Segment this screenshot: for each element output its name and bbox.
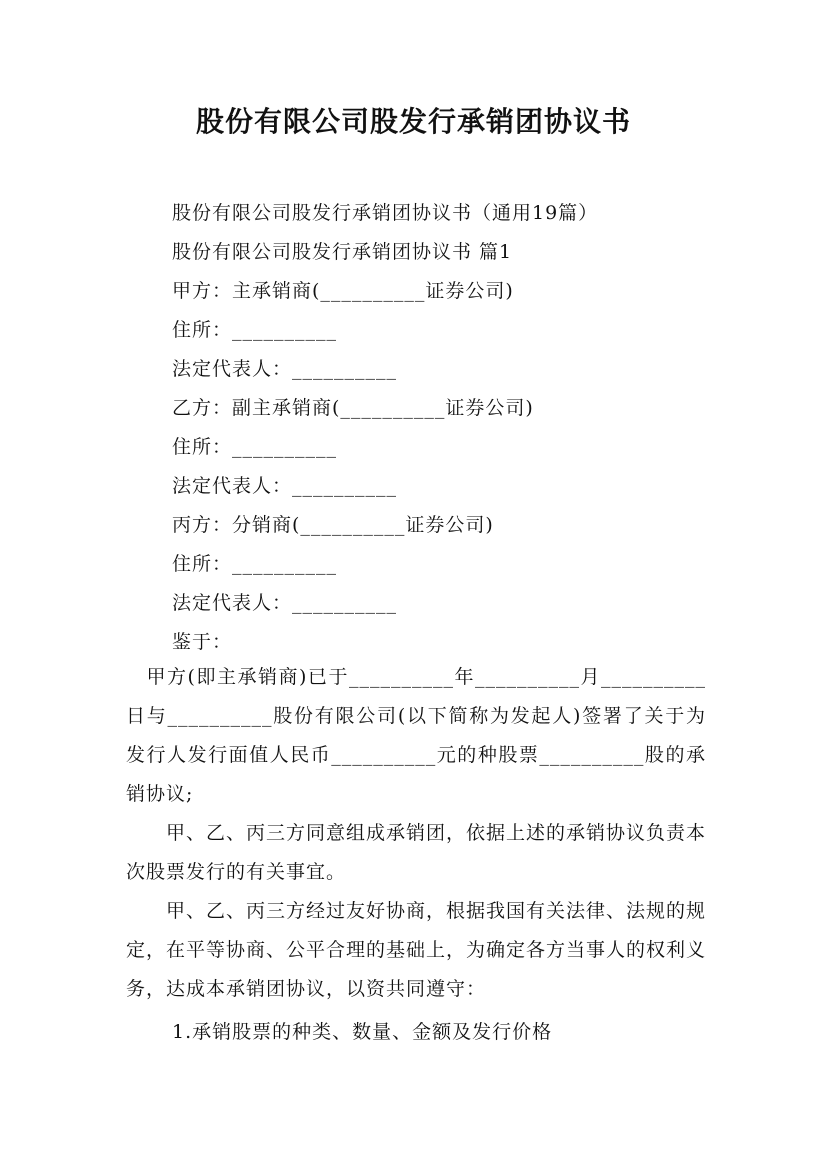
party-b-address: 住所：__________ <box>172 436 338 458</box>
party-a-representative: 法定代表人：__________ <box>172 358 398 380</box>
party-b-representative: 法定代表人：__________ <box>172 475 398 497</box>
subtitle-line: 股份有限公司股发行承销团协议书（通用19篇） <box>172 202 599 224</box>
document-title: 股份有限公司股发行承销团协议书 <box>195 105 631 138</box>
section-heading: 1.承销股票的种类、数量、金额及发行价格 <box>172 1021 553 1043</box>
negotiation-paragraph: 甲、乙、丙三方经过友好协商，根据我国有关法律、法规的规定，在平等协商、公平合理的基础上，为确定各方当事人的权利义务，达成本承销团协议，以资共同遵守： <box>126 900 707 1000</box>
party-c-address: 住所：__________ <box>172 553 338 575</box>
party-c-representative: 法定代表人：__________ <box>172 592 398 614</box>
agreement-paragraph: 甲、乙、丙三方同意组成承销团，依据上述的承销协议负责本次股票发行的有关事宜。 <box>126 822 707 883</box>
party-a-address: 住所：__________ <box>172 319 338 341</box>
chapter-heading: 股份有限公司股发行承销团协议书 篇1 <box>172 241 513 263</box>
whereas-paragraph: 甲方(即主承销商)已于__________年__________月__________日与__________股份有限公司(以下简称为发起人)签署了关于为发行人发行面值人民币__________元的种股票__________股的承销协议; <box>126 666 706 805</box>
party-b-line: 乙方：副主承销商(__________证券公司) <box>172 397 534 419</box>
whereas-label: 鉴于： <box>172 631 233 653</box>
party-c-line: 丙方：分销商(__________证券公司) <box>172 514 494 536</box>
party-a-line: 甲方：主承销商(__________证券公司) <box>172 280 514 302</box>
